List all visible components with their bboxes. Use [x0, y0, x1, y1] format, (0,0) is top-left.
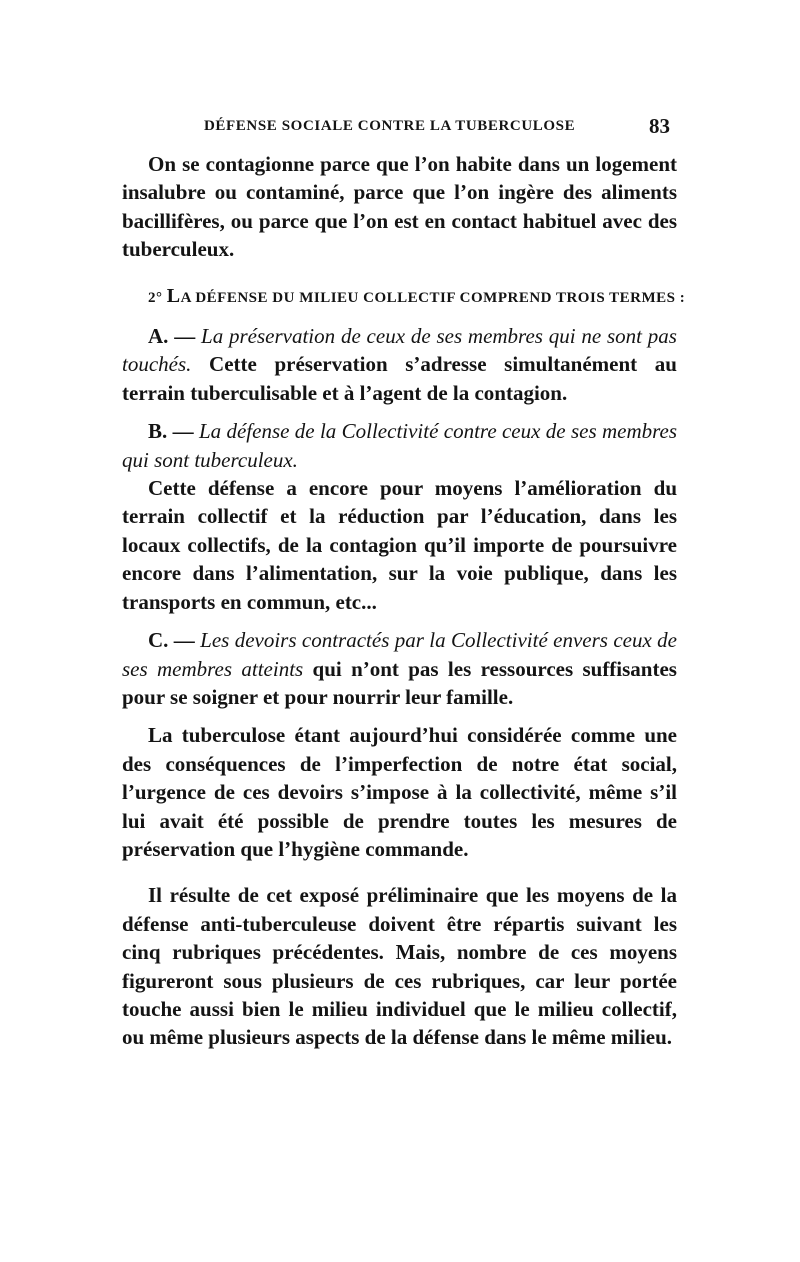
- paragraph-item-a: [122, 322, 677, 407]
- item-c-label: C. —: [148, 628, 201, 653]
- item-a-text: Cette préservation s’adresse simultanément au terrain tuberculisable et à l’agent de la contagion.: [122, 352, 677, 405]
- paragraph-tuberculose: La tuberculose étant aujourd’hui considérée comme une des conséquences de l’imperfection de notre état social, l’urgence de ces devoirs s’impose à la collectivité, même s’il lui avait été possible de prendre toutes les mesures de préservation que l’hygiène commande.: [122, 723, 677, 861]
- paragraph-item-b: [122, 417, 677, 474]
- item-c-title: Les devoirs contractés par la Collectivité envers ceux de ses membres atteints: [122, 628, 677, 681]
- section-heading-milieu-collectif: [122, 282, 686, 312]
- heading-initial: L: [166, 284, 181, 307]
- item-b-title: La défense de la Collectivité contre ceux de ses membres qui sont tuberculeux.: [122, 419, 677, 472]
- running-title: DÉFENSE SOCIALE CONTRE LA TUBERCULOSE: [204, 118, 576, 134]
- paragraph-resulte: Il résulte de cet exposé préliminaire que les moyens de la défense anti-tuberculeuse doivent être répartis suivant les cinq rubriques précédentes. Mais, nombre de ces moyens figureront sous plusieurs de ces rubriques, car leur portée touche aussi bien le milieu individuel que le milieu collectif, ou même plusieurs aspects de la défense dans le même milieu.: [122, 883, 677, 1050]
- item-c-text: qui n’ont pas les ressources suffisantes pour se soigner et pour nourrir leur famille.: [122, 656, 677, 709]
- running-head: [122, 114, 670, 140]
- paragraph-defense: Cette défense a encore pour moyens l’amélioration du terrain collectif et la réduction par l’éducation, dans les locaux collectifs, de la contagion qu’il importe de poursuivre encore dans l’alimentation, sur la voie publique, dans les transports en commun, etc...: [122, 476, 677, 614]
- item-a-label: A. —: [148, 324, 202, 349]
- item-b-label: B. —: [148, 419, 199, 444]
- body-text: [122, 150, 686, 1052]
- heading-number: 2°: [148, 289, 163, 306]
- page-number: 83: [649, 114, 670, 138]
- paragraph-item-c: [122, 626, 677, 711]
- item-a-title: La préservation de ceux de ses membres qui ne sont pas touchés.: [122, 324, 677, 377]
- paragraph-contagion: On se contagionne parce que l’on habite dans un logement insalubre ou contaminé, parce que l’on ingère des aliments bacillifères, ou parce que l’on est en contact habituel avec des tuberculeux.: [122, 152, 677, 262]
- heading-text: A DÉFENSE DU MILIEU COLLECTIF COMPREND TROIS TERMES :: [180, 289, 686, 306]
